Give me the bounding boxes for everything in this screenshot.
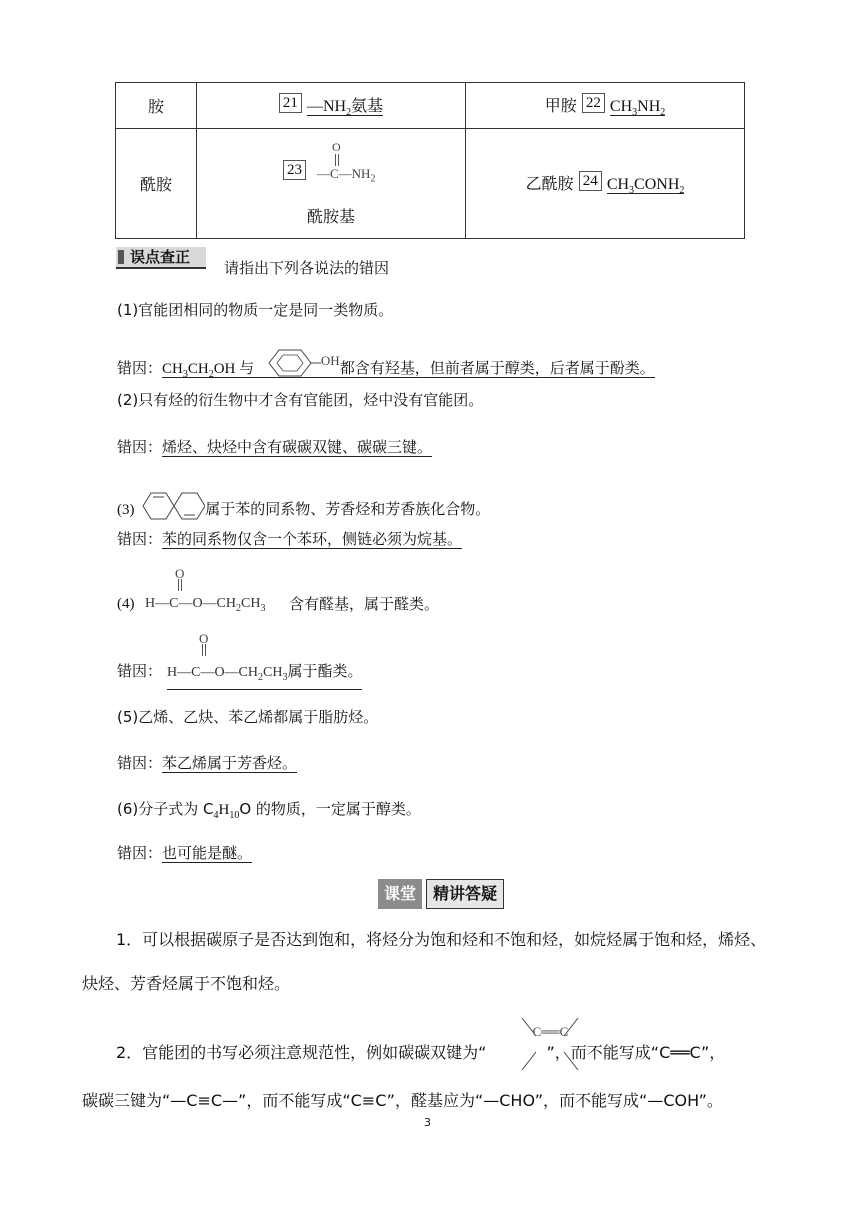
answer-5: 错因：苯乙烯属于芳香烃。 <box>117 754 298 772</box>
naphthalene-structure-icon <box>139 486 205 526</box>
section-badge: 误点查正 <box>116 247 206 269</box>
question-5: (5)乙烯、乙炔、苯乙烯都属于脂肪烃。 <box>117 708 379 726</box>
row-label: 胺 <box>116 83 197 129</box>
answer-number: 21 <box>279 93 302 113</box>
answer-number: 24 <box>579 171 602 191</box>
answer-3: 错因：苯的同系物仅含一个苯环，侧链必须为烷基。 <box>117 530 463 548</box>
badge-bar-icon <box>118 250 124 264</box>
group-cell <box>197 83 466 129</box>
paragraph-2: 2．官能团的书写必须注意规范性，例如碳碳双键为“ C══C ”，而不能写成“C══C”， <box>82 1040 782 1064</box>
answer-2: 错因：烯烃、炔烃中含有碳碳双键、碳碳三键。 <box>117 438 433 456</box>
answer-1: 错因：$CH_3CH_2OH$ 与 OH都含有羟基，但前者属于醇类，后者属于酚类。 <box>117 347 655 386</box>
answer-number: 23 <box>283 160 306 180</box>
answer-6: 错因：也可能是醚。 <box>117 844 253 862</box>
question-6: (6)分子式为 $C_4H_{10}O$ 的物质，一定属于醇类。 <box>117 800 421 821</box>
group-cell: 23 O $—C—NH_2$ 酰胺基 <box>197 129 466 239</box>
question-2: (2)只有烃的衍生物中才含有官能团，烃中没有官能团。 <box>117 391 484 409</box>
section-intro: 请指出下列各说法的错因 <box>224 259 390 277</box>
paragraph-1: 1．可以根据碳原子是否达到饱和，将烃分为饱和烃和不饱和烃，如烷烃属于饱和烃，烯烃、炔烃、芳香烃属于不饱和烃。 <box>82 930 767 993</box>
section-badge-2: 课堂 精讲答疑 <box>378 879 504 909</box>
answer-blank: $CH_3CONH_2$ <box>606 175 685 197</box>
group-name: 酰胺基 <box>306 207 355 226</box>
example-cell: 乙酰胺 24 $CH_3CONH_2$ <box>466 129 745 239</box>
page-number: 3 <box>424 1116 431 1129</box>
question-1: (1)官能团相同的物质一定是同一类物质。 <box>117 301 394 319</box>
example-cell: 甲胺 22 $CH_3NH_2$ <box>466 83 745 129</box>
row-label: 酰胺 <box>116 129 197 239</box>
double-bond-structure: C══C <box>486 1044 546 1064</box>
paragraph-3: 碳碳三键为“—C≡C—”，而不能写成“C≡C”，醛基应为“—CHO”，而不能写成“—COH”。 <box>82 1091 723 1110</box>
answer-number: 22 <box>582 93 605 113</box>
answer-blank: $CH_3NH_2$ <box>609 97 666 119</box>
question-3: (3) 属于苯的同系物、芳香烃和芳香族化合物。 <box>117 486 490 526</box>
answer-blank: $—NH_2$氨基 <box>306 95 384 119</box>
functional-group-table <box>115 82 745 239</box>
